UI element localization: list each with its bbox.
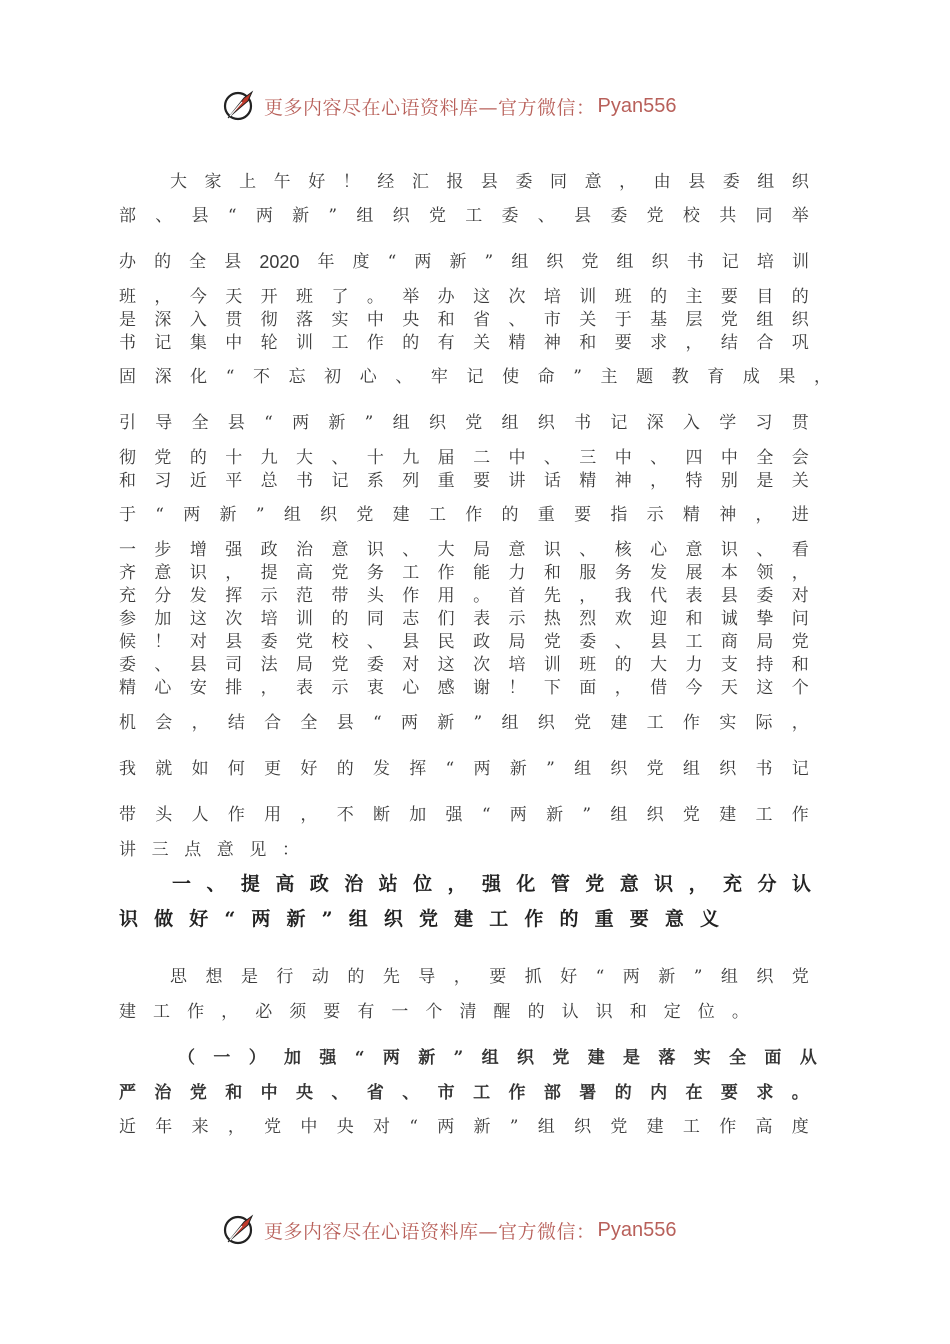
text-line: 书 记 集 中 轮 训 工 作 的 有 关 精 神 和 要 求 ， 结 合 巩 (119, 333, 809, 353)
text-line: 引 导 全 县 “ 两 新 ” 组 织 党 组 织 书 记 深 入 学 习 贯 (119, 413, 809, 433)
text-line: 齐 意 识 ， 提 高 党 务 工 作 能 力 和 服 务 发 展 本 领 ， (119, 563, 809, 583)
text-line: 近 年 来 ， 党 中 央 对 “ 两 新 ” 组 织 党 建 工 作 高 度 (119, 1117, 809, 1137)
text-line: 大 家 上 午 好 ！ 经 汇 报 县 委 同 意 ， 由 县 委 组 织 (170, 172, 809, 192)
text-line: 我 就 如 何 更 好 的 发 挥 “ 两 新 ” 组 织 党 组 织 书 记 (119, 759, 809, 779)
text-line: 候 ！ 对 县 委 党 校 、 县 民 政 局 党 委 、 县 工 商 局 党 (119, 632, 809, 652)
text-line: 建 工 作 ， 必 须 要 有 一 个 清 醒 的 认 识 和 定 位 。 (119, 1002, 749, 1022)
text-line: 精 心 安 排 ， 表 示 衷 心 感 谢 ！ 下 面 ， 借 今 天 这 个 (119, 678, 809, 698)
text-line: 讲 三 点 意 见 ： (119, 840, 299, 860)
text-line: 和 习 近 平 总 书 记 系 列 重 要 讲 话 精 神 ， 特 别 是 关 (119, 471, 809, 491)
quill-logo-icon (222, 88, 258, 124)
banner-wechat-id: Pyan556 (597, 94, 677, 117)
text-line: 班 ， 今 天 开 班 了 。 举 办 这 次 培 训 班 的 主 要 目 的 (119, 287, 809, 307)
text-line: 思 想 是 行 动 的 先 导 ， 要 抓 好 “ 两 新 ” 组 织 党 (170, 967, 809, 987)
text-line: 一 、 提 高 政 治 站 位 ， 强 化 管 党 意 识 ， 充 分 认 (172, 873, 811, 895)
header-watermark-banner (222, 86, 742, 126)
text-line: 于 “ 两 新 ” 组 织 党 建 工 作 的 重 要 指 示 精 神 ， 进 (119, 505, 809, 525)
text-line: 办 的 全 县 2020 年 度 “ 两 新 ” 组 织 党 组 织 书 记 培 训 (119, 252, 809, 272)
text-line: 是 深 入 贯 彻 落 实 中 央 和 省 、 市 关 于 基 层 党 组 织 (119, 310, 809, 330)
text-line: 充 分 发 挥 示 范 带 头 作 用 。 首 先 ， 我 代 表 县 委 对 (119, 586, 809, 606)
text-line: 识 做 好 “ 两 新 ” 组 织 党 建 工 作 的 重 要 意 义 (119, 908, 719, 930)
quill-logo-icon (222, 1212, 258, 1248)
text-line: 委 、 县 司 法 局 党 委 对 这 次 培 训 班 的 大 力 支 持 和 (119, 655, 809, 675)
text-line: （ 一 ） 加 强 “ 两 新 ” 组 织 党 建 是 落 实 全 面 从 (178, 1048, 817, 1068)
banner-text: 更多内容尽在心语资料库—官方微信： (264, 96, 596, 119)
text-line: 一 步 增 强 政 治 意 识 、 大 局 意 识 、 核 心 意 识 、 看 (119, 540, 809, 560)
text-line: 固 深 化 “ 不 忘 初 心 、 牢 记 使 命 ” 主 题 教 育 成 果 ， (119, 367, 831, 387)
text-line: 部 、 县 “ 两 新 ” 组 织 党 工 委 、 县 委 党 校 共 同 举 (119, 206, 809, 226)
footer-watermark-banner (222, 1210, 742, 1250)
text-line: 机 会 ， 结 合 全 县 “ 两 新 ” 组 织 党 建 工 作 实 际 ， (119, 713, 809, 733)
banner-wechat-id: Pyan556 (597, 1218, 677, 1241)
banner-text: 更多内容尽在心语资料库—官方微信： (264, 1220, 596, 1243)
text-line: 带 头 人 作 用 ， 不 断 加 强 “ 两 新 ” 组 织 党 建 工 作 (119, 805, 809, 825)
text-line: 参 加 这 次 培 训 的 同 志 们 表 示 热 烈 欢 迎 和 诚 挚 问 (119, 609, 809, 629)
text-line: 彻 党 的 十 九 大 、 十 九 届 二 中 、 三 中 、 四 中 全 会 (119, 448, 809, 468)
text-line: 严 治 党 和 中 央 、 省 、 市 工 作 部 署 的 内 在 要 求 。 (119, 1083, 809, 1103)
